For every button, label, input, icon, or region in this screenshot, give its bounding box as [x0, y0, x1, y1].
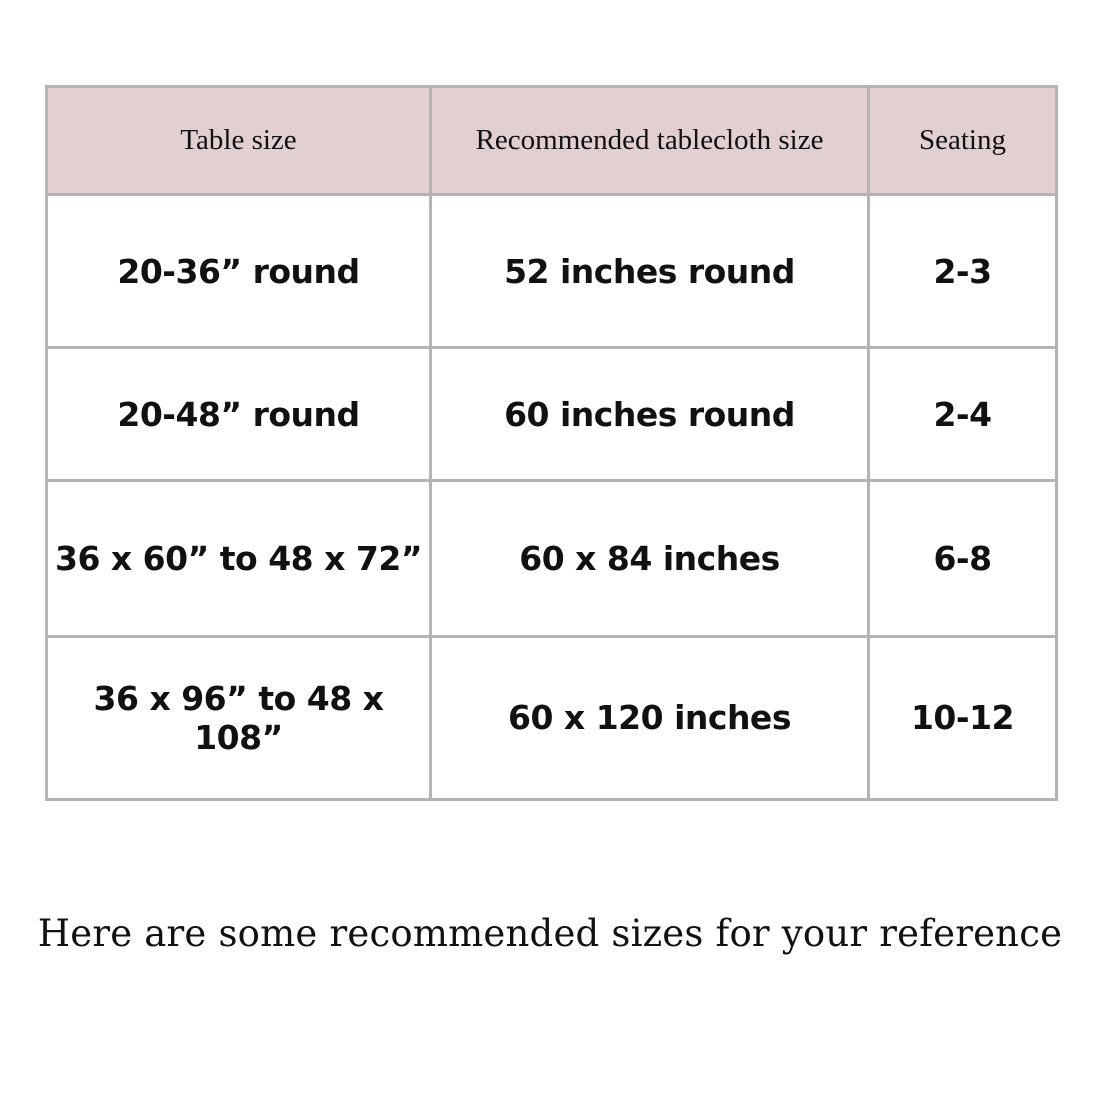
cell-table-size: 36 x 96” to 48 x 108”	[47, 636, 431, 799]
cell-tablecloth-size: 60 x 84 inches	[431, 481, 869, 636]
cell-table-size: 36 x 60” to 48 x 72”	[47, 481, 431, 636]
header-table-size: Table size	[47, 87, 431, 195]
reference-caption: Here are some recommended sizes for your reference	[37, 912, 1063, 955]
header-recommended-tablecloth-size: Recommended tablecloth size	[431, 87, 869, 195]
table-row	[47, 195, 1057, 348]
cell-table-size: 20-48” round	[47, 348, 431, 481]
cell-seating: 6-8	[869, 481, 1057, 636]
cell-seating: 2-3	[869, 195, 1057, 348]
table-header-row	[47, 87, 1057, 195]
table-row	[47, 481, 1057, 636]
table-row	[47, 348, 1057, 481]
cell-seating: 10-12	[869, 636, 1057, 799]
tablecloth-size-table	[45, 85, 1058, 801]
cell-table-size: 20-36” round	[47, 195, 431, 348]
header-seating: Seating	[869, 87, 1057, 195]
cell-tablecloth-size: 60 inches round	[431, 348, 869, 481]
cell-tablecloth-size: 52 inches round	[431, 195, 869, 348]
table-row	[47, 636, 1057, 799]
cell-seating: 2-4	[869, 348, 1057, 481]
cell-tablecloth-size: 60 x 120 inches	[431, 636, 869, 799]
